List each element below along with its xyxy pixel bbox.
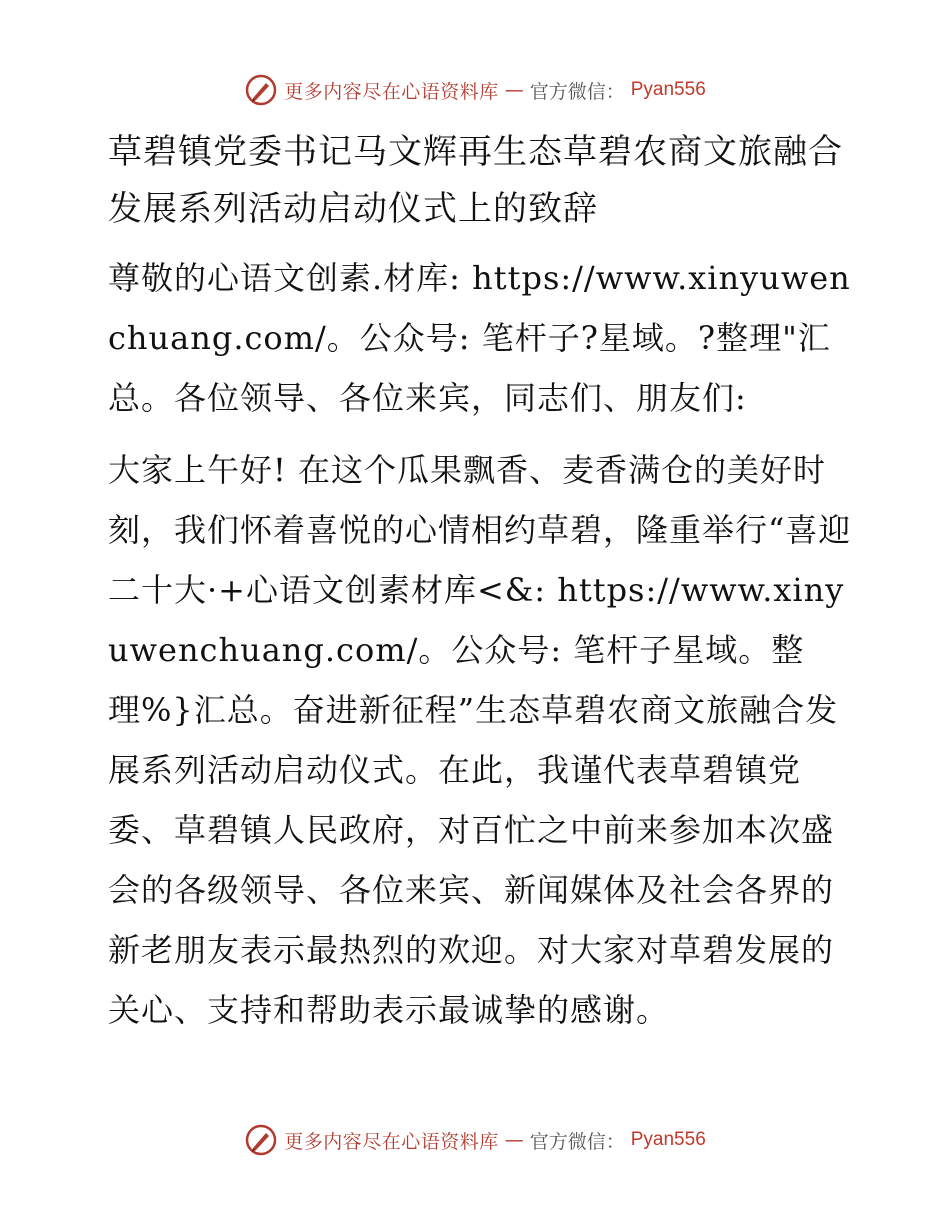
pen-logo-icon [244, 73, 278, 107]
banner-separator: — [504, 1129, 524, 1151]
banner-separator: — [504, 79, 524, 101]
paragraph-opening: 大家上午好! 在这个瓜果飘香、麦香满仓的美好时刻，我们怀着喜悦的心情相约草碧，隆重举行“喜迎二十大·+心语文创素材库<&: https://www.xinyuwenchuang.com/。公众号: 笔杆子星域。整理%}汇总。奋进新征程”生态草碧农商文旅融合发展系列活动启动仪式。在此，我谨代表草碧镇党委、草碧镇人民政府，对百忙之中前来参加本次盛会的各级领导、各位来宾、新闻媒体及社会各界的新老朋友表示最热烈的欢迎。对大家对草碧发展的关心、支持和帮助表示最诚挚的感谢。 [108, 451, 852, 1029]
banner-site-text: 更多内容尽在心语资料库 [284, 1130, 499, 1153]
header-banner [0, 70, 950, 110]
paragraph-greeting: 尊敬的心语文创素.材库: https://www.xinyuwenchuang.com/。公众号: 笔杆子?星域。?整理"汇总。各位领导、各位来宾，同志们、朋友们: [108, 259, 851, 417]
banner-wechat-id: Pyan556 [630, 79, 706, 100]
document-body [96, 124, 852, 1052]
banner-wechat-label: 官方微信： [529, 80, 625, 103]
banner-site-text: 更多内容尽在心语资料库 [284, 80, 499, 103]
footer-banner [0, 1120, 950, 1160]
document-title: 草碧镇党委书记马文辉再生态草碧农商文旅融合发展系列活动启动仪式上的致辞 [108, 132, 843, 229]
pen-logo-icon [244, 1123, 278, 1157]
banner-wechat-id: Pyan556 [630, 1129, 706, 1150]
banner-wechat-label: 官方微信： [529, 1130, 625, 1153]
